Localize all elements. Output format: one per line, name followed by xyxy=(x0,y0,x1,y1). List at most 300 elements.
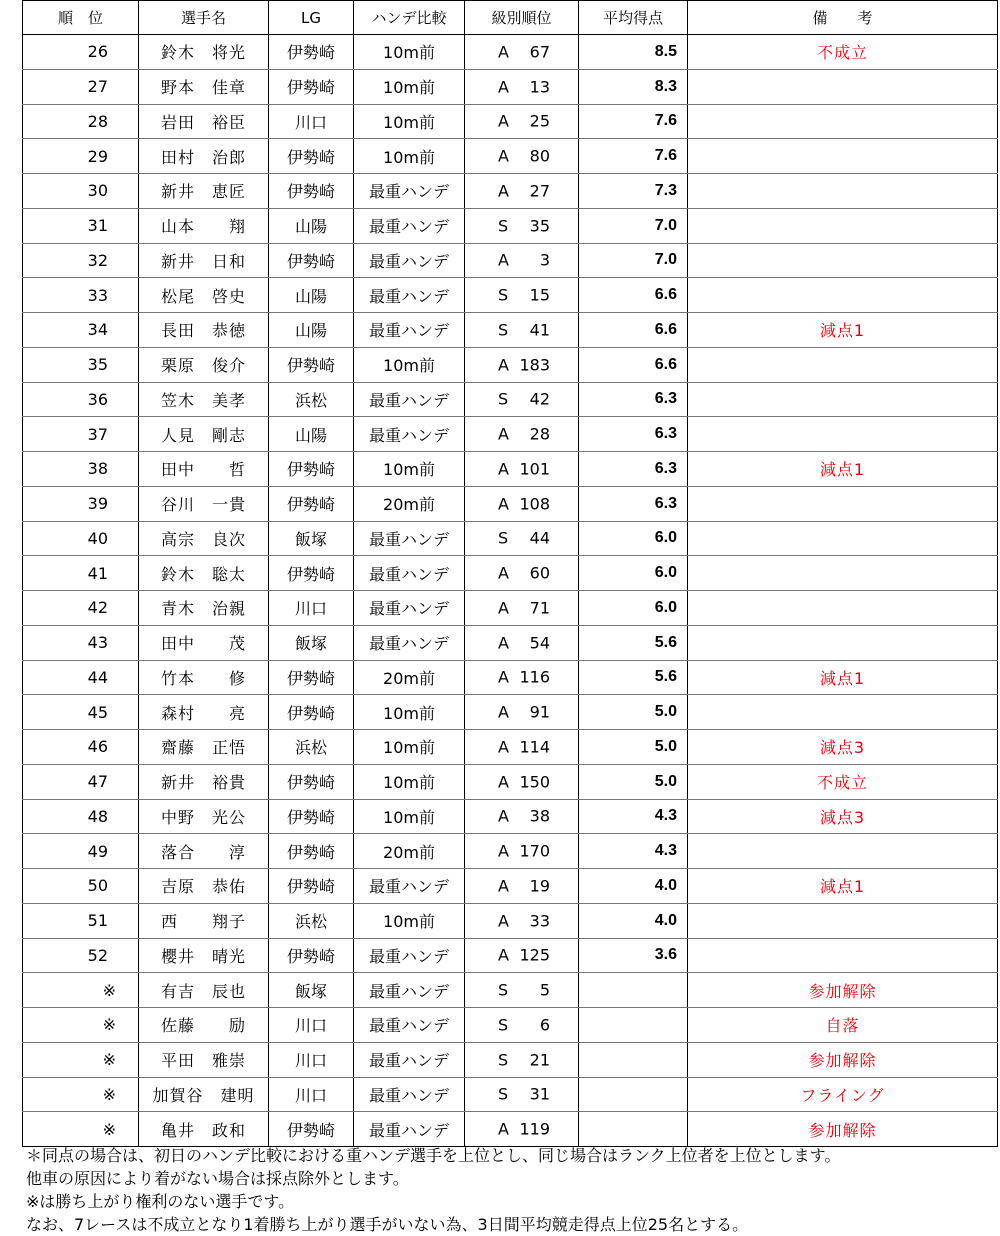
player-name-cell: 西 翔子 xyxy=(139,903,269,938)
footnote-no-advance: ※は勝ち上がり権利のない選手です。 xyxy=(26,1192,295,1211)
avg-score-cell: 6.3 xyxy=(579,486,688,521)
player-name-cell: 齋藤 正悟 xyxy=(139,730,269,765)
player-name-cell: 鈴木 聡太 xyxy=(139,556,269,591)
remarks-cell xyxy=(688,695,998,730)
class-number: 150 xyxy=(519,772,550,792)
class-letter: A xyxy=(498,424,509,444)
player-name-cell: 佐藤 励 xyxy=(139,1008,269,1043)
footnotes xyxy=(26,1144,996,1236)
remarks-cell xyxy=(688,903,998,938)
table-row xyxy=(23,1077,998,1112)
player-name-cell: 青木 治親 xyxy=(139,591,269,626)
class-letter: A xyxy=(498,111,509,131)
remarks-cell xyxy=(688,243,998,278)
footnote-race7: なお、7レースは不成立となり1着勝ち上がり選手がいない為、3日間平均競走得点上位25名とする。 xyxy=(26,1215,749,1234)
player-name-cell: 新井 恵匠 xyxy=(139,174,269,209)
class-rank-cell xyxy=(465,764,579,799)
avg-score-cell: 7.0 xyxy=(579,243,688,278)
hande-cell: 10m前 xyxy=(354,799,465,834)
remarks-cell: 参加解除 xyxy=(688,1112,998,1147)
lg-cell: 伊勢崎 xyxy=(269,660,354,695)
class-number: 25 xyxy=(529,111,550,131)
player-name-cell: 栗原 俊介 xyxy=(139,347,269,382)
avg-score-cell: 3.6 xyxy=(579,938,688,973)
table-row xyxy=(23,730,998,765)
hande-cell: 最重ハンデ xyxy=(354,625,465,660)
class-number: 3 xyxy=(539,250,550,270)
rank-cell: 32 xyxy=(23,243,139,278)
remarks-cell xyxy=(688,139,998,174)
class-rank-cell xyxy=(465,799,579,834)
rank-cell: 47 xyxy=(23,764,139,799)
remarks-cell xyxy=(688,417,998,452)
table-row xyxy=(23,556,998,591)
remarks-cell: 参加解除 xyxy=(688,1042,998,1077)
rank-cell: 37 xyxy=(23,417,139,452)
remarks-cell: 減点3 xyxy=(688,730,998,765)
lg-cell: 伊勢崎 xyxy=(269,695,354,730)
player-name-cell: 亀井 政和 xyxy=(139,1112,269,1147)
class-letter: S xyxy=(498,1084,509,1104)
lg-cell: 川口 xyxy=(269,1008,354,1043)
class-rank-cell xyxy=(465,660,579,695)
class-number: 67 xyxy=(529,42,550,62)
class-rank-cell xyxy=(465,139,579,174)
class-rank-cell xyxy=(465,869,579,904)
table-row xyxy=(23,313,998,348)
ranking-rows xyxy=(23,35,998,1147)
class-rank-cell xyxy=(465,382,579,417)
remarks-cell: 不成立 xyxy=(688,764,998,799)
class-letter: A xyxy=(498,181,509,201)
class-number: 101 xyxy=(519,459,550,479)
hande-cell: 最重ハンデ xyxy=(354,1112,465,1147)
remarks-cell xyxy=(688,834,998,869)
hande-cell: 最重ハンデ xyxy=(354,174,465,209)
remarks-cell: 減点1 xyxy=(688,313,998,348)
player-name-cell: 吉原 恭佑 xyxy=(139,869,269,904)
hande-cell: 10m前 xyxy=(354,69,465,104)
class-number: 33 xyxy=(529,911,550,931)
avg-score-cell: 4.3 xyxy=(579,834,688,869)
rank-cell: 39 xyxy=(23,486,139,521)
avg-score-cell xyxy=(579,1008,688,1043)
rank-cell: 50 xyxy=(23,869,139,904)
class-letter: S xyxy=(498,1015,509,1035)
class-rank-cell xyxy=(465,834,579,869)
table-row xyxy=(23,903,998,938)
lg-cell: 山陽 xyxy=(269,313,354,348)
table-row xyxy=(23,764,998,799)
hande-cell: 10m前 xyxy=(354,903,465,938)
hande-cell: 最重ハンデ xyxy=(354,973,465,1008)
remarks-cell xyxy=(688,938,998,973)
rank-cell: 29 xyxy=(23,139,139,174)
ranking-table xyxy=(22,0,998,1147)
table-row xyxy=(23,1042,998,1077)
remarks-cell: 減点3 xyxy=(688,799,998,834)
avg-score-cell: 5.6 xyxy=(579,660,688,695)
class-letter: A xyxy=(498,772,509,792)
table-row xyxy=(23,938,998,973)
class-letter: A xyxy=(498,702,509,722)
rank-cell: 28 xyxy=(23,104,139,139)
avg-score-cell xyxy=(579,1042,688,1077)
class-letter: A xyxy=(498,42,509,62)
class-rank-cell xyxy=(465,278,579,313)
table-row xyxy=(23,382,998,417)
class-letter: A xyxy=(498,494,509,514)
avg-score-cell: 5.6 xyxy=(579,625,688,660)
hande-cell: 最重ハンデ xyxy=(354,521,465,556)
table-row xyxy=(23,973,998,1008)
remarks-cell: 参加解除 xyxy=(688,973,998,1008)
lg-cell: 川口 xyxy=(269,1042,354,1077)
rank-cell: 44 xyxy=(23,660,139,695)
lg-cell: 川口 xyxy=(269,104,354,139)
player-name-cell: 平田 雅崇 xyxy=(139,1042,269,1077)
hande-cell: 最重ハンデ xyxy=(354,313,465,348)
remarks-cell xyxy=(688,69,998,104)
class-number: 21 xyxy=(529,1050,550,1070)
rank-cell: 31 xyxy=(23,208,139,243)
class-number: 54 xyxy=(529,633,550,653)
avg-score-cell: 6.6 xyxy=(579,313,688,348)
remarks-cell: 自落 xyxy=(688,1008,998,1043)
player-name-cell: 田中 哲 xyxy=(139,452,269,487)
rank-cell: 43 xyxy=(23,625,139,660)
remarks-cell xyxy=(688,556,998,591)
avg-score-cell xyxy=(579,1112,688,1147)
class-number: 35 xyxy=(529,216,550,236)
class-rank-cell xyxy=(465,1112,579,1147)
class-letter: A xyxy=(498,667,509,687)
remarks-cell xyxy=(688,625,998,660)
remarks-cell: 減点1 xyxy=(688,869,998,904)
avg-score-cell: 6.0 xyxy=(579,521,688,556)
class-rank-cell xyxy=(465,104,579,139)
avg-score-cell: 6.0 xyxy=(579,591,688,626)
lg-cell: 浜松 xyxy=(269,903,354,938)
class-rank-cell xyxy=(465,452,579,487)
table-row xyxy=(23,347,998,382)
table-row xyxy=(23,69,998,104)
avg-score-cell: 6.6 xyxy=(579,347,688,382)
hande-cell: 最重ハンデ xyxy=(354,208,465,243)
player-name-cell: 高宗 良次 xyxy=(139,521,269,556)
class-letter: A xyxy=(498,355,509,375)
player-name-cell: 新井 日和 xyxy=(139,243,269,278)
class-rank-cell xyxy=(465,486,579,521)
class-number: 183 xyxy=(519,355,550,375)
hande-cell: 最重ハンデ xyxy=(354,591,465,626)
class-letter: A xyxy=(498,633,509,653)
class-letter: A xyxy=(498,77,509,97)
remarks-cell xyxy=(688,278,998,313)
lg-cell: 伊勢崎 xyxy=(269,869,354,904)
table-row xyxy=(23,869,998,904)
rank-cell: 51 xyxy=(23,903,139,938)
class-number: 38 xyxy=(529,806,550,826)
hande-cell: 最重ハンデ xyxy=(354,1042,465,1077)
lg-cell: 山陽 xyxy=(269,278,354,313)
hande-cell: 10m前 xyxy=(354,347,465,382)
avg-score-cell: 4.0 xyxy=(579,869,688,904)
rank-cell: 46 xyxy=(23,730,139,765)
lg-cell: 飯塚 xyxy=(269,521,354,556)
hande-cell: 10m前 xyxy=(354,730,465,765)
rank-cell: 38 xyxy=(23,452,139,487)
lg-cell: 伊勢崎 xyxy=(269,347,354,382)
hande-cell: 最重ハンデ xyxy=(354,1008,465,1043)
remarks-cell xyxy=(688,347,998,382)
lg-cell: 伊勢崎 xyxy=(269,1112,354,1147)
hande-cell: 10m前 xyxy=(354,764,465,799)
class-number: 42 xyxy=(529,389,550,409)
class-rank-cell xyxy=(465,347,579,382)
avg-score-cell: 4.3 xyxy=(579,799,688,834)
lg-cell: 伊勢崎 xyxy=(269,799,354,834)
player-name-cell: 人見 剛志 xyxy=(139,417,269,452)
header-avg-score: 平均得点 xyxy=(579,1,688,35)
avg-score-cell: 4.0 xyxy=(579,903,688,938)
class-number: 91 xyxy=(529,702,550,722)
class-letter: A xyxy=(498,598,509,618)
player-name-cell: 田中 茂 xyxy=(139,625,269,660)
class-rank-cell xyxy=(465,313,579,348)
player-name-cell: 有吉 辰也 xyxy=(139,973,269,1008)
rank-cell: 26 xyxy=(23,35,139,70)
class-letter: S xyxy=(498,1050,509,1070)
player-name-cell: 岩田 裕臣 xyxy=(139,104,269,139)
player-name-cell: 谷川 一貴 xyxy=(139,486,269,521)
table-row xyxy=(23,695,998,730)
header-hande: ハンデ比較 xyxy=(354,1,465,35)
lg-cell: 浜松 xyxy=(269,730,354,765)
footnote-exclusion: 他車の原因により着がない場合は採点除外とします。 xyxy=(26,1169,409,1188)
hande-cell: 10m前 xyxy=(354,452,465,487)
rank-cell: 33 xyxy=(23,278,139,313)
hande-cell: 最重ハンデ xyxy=(354,417,465,452)
class-rank-cell xyxy=(465,69,579,104)
avg-score-cell: 5.0 xyxy=(579,764,688,799)
class-letter: A xyxy=(498,841,509,861)
lg-cell: 山陽 xyxy=(269,417,354,452)
table-row xyxy=(23,486,998,521)
class-rank-cell xyxy=(465,1042,579,1077)
avg-score-cell: 6.3 xyxy=(579,417,688,452)
player-name-cell: 松尾 啓史 xyxy=(139,278,269,313)
class-letter: S xyxy=(498,389,509,409)
class-number: 108 xyxy=(519,494,550,514)
rank-cell: 34 xyxy=(23,313,139,348)
class-rank-cell xyxy=(465,556,579,591)
lg-cell: 浜松 xyxy=(269,382,354,417)
class-letter: A xyxy=(498,911,509,931)
class-letter: S xyxy=(498,216,509,236)
hande-cell: 最重ハンデ xyxy=(354,1077,465,1112)
rank-cell: 42 xyxy=(23,591,139,626)
class-number: 13 xyxy=(529,77,550,97)
lg-cell: 伊勢崎 xyxy=(269,452,354,487)
lg-cell: 川口 xyxy=(269,1077,354,1112)
remarks-cell xyxy=(688,591,998,626)
class-number: 80 xyxy=(529,146,550,166)
lg-cell: 伊勢崎 xyxy=(269,834,354,869)
table-header-row xyxy=(23,1,998,35)
class-letter: A xyxy=(498,1119,509,1139)
player-name-cell: 櫻井 晴光 xyxy=(139,938,269,973)
hande-cell: 最重ハンデ xyxy=(354,556,465,591)
class-rank-cell xyxy=(465,521,579,556)
avg-score-cell: 6.0 xyxy=(579,556,688,591)
class-letter: A xyxy=(498,146,509,166)
table-row xyxy=(23,104,998,139)
rank-cell: 52 xyxy=(23,938,139,973)
avg-score-cell: 7.0 xyxy=(579,208,688,243)
hande-cell: 最重ハンデ xyxy=(354,382,465,417)
class-rank-cell xyxy=(465,695,579,730)
player-name-cell: 長田 恭徳 xyxy=(139,313,269,348)
player-name-cell: 加賀谷 建明 xyxy=(139,1077,269,1112)
class-number: 125 xyxy=(519,945,550,965)
lg-cell: 伊勢崎 xyxy=(269,243,354,278)
remarks-cell: フライング xyxy=(688,1077,998,1112)
class-number: 44 xyxy=(529,528,550,548)
class-rank-cell xyxy=(465,1008,579,1043)
table-row xyxy=(23,417,998,452)
table-row xyxy=(23,174,998,209)
header-class-rank: 級別順位 xyxy=(465,1,579,35)
class-number: 28 xyxy=(529,424,550,444)
lg-cell: 伊勢崎 xyxy=(269,486,354,521)
table-row xyxy=(23,625,998,660)
table-row xyxy=(23,834,998,869)
class-letter: A xyxy=(498,945,509,965)
player-name-cell: 竹本 修 xyxy=(139,660,269,695)
hande-cell: 20m前 xyxy=(354,660,465,695)
rank-cell: 36 xyxy=(23,382,139,417)
hande-cell: 10m前 xyxy=(354,35,465,70)
class-letter: A xyxy=(498,876,509,896)
lg-cell: 伊勢崎 xyxy=(269,556,354,591)
hande-cell: 10m前 xyxy=(354,139,465,174)
rank-cell: 48 xyxy=(23,799,139,834)
lg-cell: 伊勢崎 xyxy=(269,139,354,174)
player-name-cell: 鈴木 将光 xyxy=(139,35,269,70)
table-row xyxy=(23,35,998,70)
table-row xyxy=(23,1008,998,1043)
class-number: 170 xyxy=(519,841,550,861)
lg-cell: 飯塚 xyxy=(269,625,354,660)
avg-score-cell: 6.3 xyxy=(579,382,688,417)
hande-cell: 10m前 xyxy=(354,104,465,139)
class-number: 119 xyxy=(519,1119,550,1139)
rank-cell: 35 xyxy=(23,347,139,382)
hande-cell: 最重ハンデ xyxy=(354,278,465,313)
player-name-cell: 落合 淳 xyxy=(139,834,269,869)
class-number: 19 xyxy=(529,876,550,896)
class-letter: A xyxy=(498,459,509,479)
hande-cell: 最重ハンデ xyxy=(354,938,465,973)
hande-cell: 最重ハンデ xyxy=(354,243,465,278)
class-number: 15 xyxy=(529,285,550,305)
remarks-cell xyxy=(688,104,998,139)
remarks-cell: 不成立 xyxy=(688,35,998,70)
class-rank-cell xyxy=(465,973,579,1008)
player-name-cell: 中野 光公 xyxy=(139,799,269,834)
hande-cell: 20m前 xyxy=(354,486,465,521)
player-name-cell: 新井 裕貴 xyxy=(139,764,269,799)
remarks-cell xyxy=(688,174,998,209)
rank-cell: ※ xyxy=(23,1042,139,1077)
player-name-cell: 野本 佳章 xyxy=(139,69,269,104)
lg-cell: 飯塚 xyxy=(269,973,354,1008)
class-rank-cell xyxy=(465,903,579,938)
class-rank-cell xyxy=(465,417,579,452)
player-name-cell: 森村 亮 xyxy=(139,695,269,730)
class-rank-cell xyxy=(465,730,579,765)
player-name-cell: 山本 翔 xyxy=(139,208,269,243)
table-row xyxy=(23,278,998,313)
class-rank-cell xyxy=(465,591,579,626)
class-number: 116 xyxy=(519,667,550,687)
class-number: 60 xyxy=(529,563,550,583)
header-rank: 順 位 xyxy=(23,1,139,35)
rank-cell: 45 xyxy=(23,695,139,730)
lg-cell: 伊勢崎 xyxy=(269,764,354,799)
class-rank-cell xyxy=(465,625,579,660)
class-rank-cell xyxy=(465,208,579,243)
class-letter: A xyxy=(498,250,509,270)
avg-score-cell: 6.3 xyxy=(579,452,688,487)
rank-cell: ※ xyxy=(23,1008,139,1043)
rank-cell: 49 xyxy=(23,834,139,869)
avg-score-cell: 7.6 xyxy=(579,104,688,139)
player-name-cell: 田村 治郎 xyxy=(139,139,269,174)
lg-cell: 伊勢崎 xyxy=(269,69,354,104)
remarks-cell xyxy=(688,521,998,556)
table-row xyxy=(23,521,998,556)
table-row xyxy=(23,591,998,626)
class-letter: A xyxy=(498,737,509,757)
player-name-cell: 笠木 美孝 xyxy=(139,382,269,417)
class-letter: A xyxy=(498,563,509,583)
rank-cell: ※ xyxy=(23,973,139,1008)
class-number: 41 xyxy=(529,320,550,340)
class-rank-cell xyxy=(465,35,579,70)
table-row xyxy=(23,243,998,278)
class-letter: S xyxy=(498,528,509,548)
hande-cell: 10m前 xyxy=(354,695,465,730)
remarks-cell xyxy=(688,208,998,243)
lg-cell: 伊勢崎 xyxy=(269,938,354,973)
lg-cell: 伊勢崎 xyxy=(269,174,354,209)
class-rank-cell xyxy=(465,1077,579,1112)
rank-cell: ※ xyxy=(23,1112,139,1147)
class-letter: S xyxy=(498,285,509,305)
avg-score-cell xyxy=(579,1077,688,1112)
table-row xyxy=(23,208,998,243)
class-number: 6 xyxy=(539,1015,550,1035)
header-remarks: 備 考 xyxy=(688,1,998,35)
rank-cell: 30 xyxy=(23,174,139,209)
class-number: 71 xyxy=(529,598,550,618)
rank-cell: 40 xyxy=(23,521,139,556)
avg-score-cell: 5.0 xyxy=(579,730,688,765)
class-number: 5 xyxy=(539,980,550,1000)
lg-cell: 山陽 xyxy=(269,208,354,243)
